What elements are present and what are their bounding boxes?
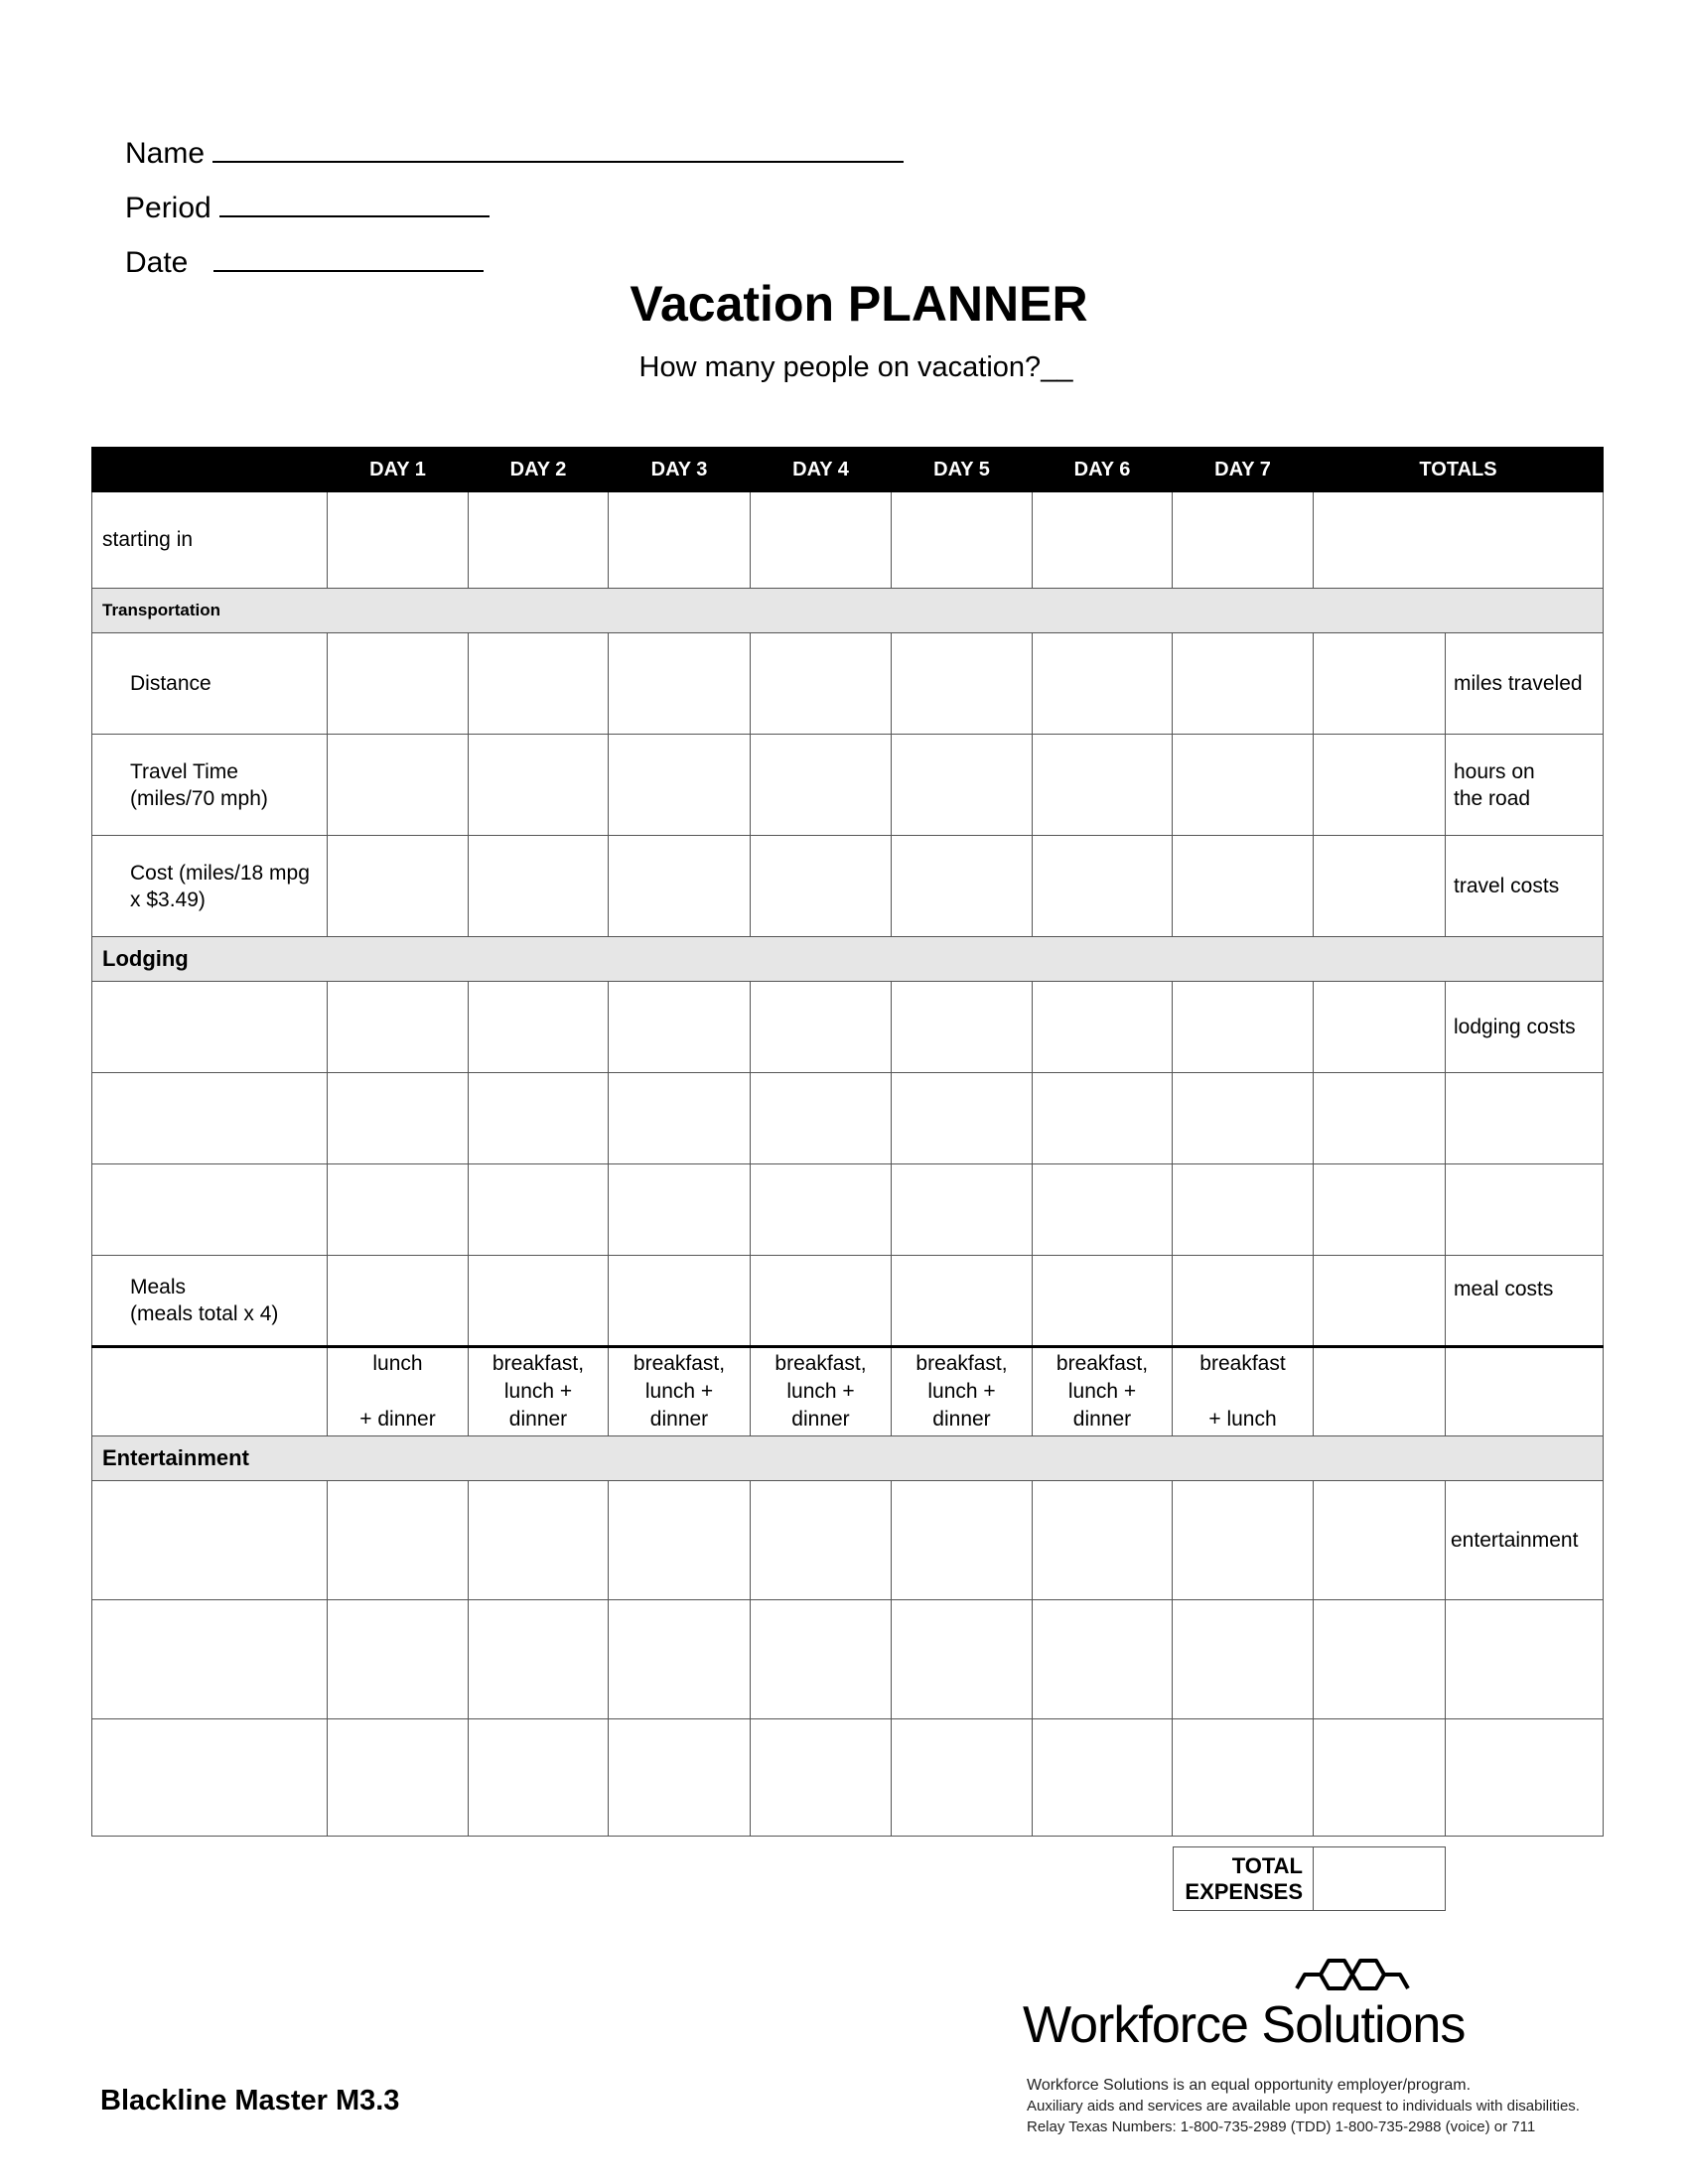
cell[interactable]	[751, 492, 892, 589]
row-label-travel-time: Travel Time (miles/70 mph)	[92, 735, 328, 836]
header-day-3: DAY 3	[609, 448, 751, 492]
header-day-1: DAY 1	[328, 448, 469, 492]
cell[interactable]	[609, 1256, 751, 1347]
cell[interactable]	[1173, 1481, 1314, 1600]
section-transportation	[92, 589, 1604, 633]
cell[interactable]	[469, 1256, 609, 1347]
header-blank	[92, 448, 328, 492]
cell[interactable]	[892, 735, 1033, 836]
row-label-starting-in: starting in	[92, 492, 328, 589]
cell[interactable]	[469, 836, 609, 937]
cell[interactable]	[328, 1073, 469, 1164]
row-lodging-1	[92, 982, 1604, 1073]
cell[interactable]	[1173, 982, 1314, 1073]
footer-note	[1027, 2075, 1580, 2137]
meal-plan-day-6: breakfast, lunch + dinner	[1033, 1347, 1173, 1436]
cell-total[interactable]	[1314, 1719, 1446, 1837]
section-label-lodging: Lodging	[92, 937, 1604, 982]
unit-meal-costs: meal costs	[1446, 1256, 1604, 1347]
meal-plan-day-4: breakfast, lunch + dinner	[751, 1347, 892, 1436]
period-blank[interactable]	[219, 186, 490, 217]
row-starting-in	[92, 492, 1604, 589]
cell-total[interactable]	[1314, 1481, 1446, 1600]
total-expenses-label: TOTAL EXPENSES	[1174, 1847, 1314, 1911]
cell-total[interactable]	[1314, 1347, 1446, 1436]
cell[interactable]	[609, 1481, 751, 1600]
cell[interactable]	[892, 1073, 1033, 1164]
row-travel-time	[92, 735, 1604, 836]
header-day-5: DAY 5	[892, 448, 1033, 492]
meal-plan-day-3: breakfast, lunch + dinner	[609, 1347, 751, 1436]
row-label-distance: Distance	[92, 633, 328, 735]
footer-note-line-2: Auxiliary aids and services are available upon request to individuals with disabilities.	[1027, 2098, 1580, 2115]
cell[interactable]	[892, 836, 1033, 937]
cell[interactable]	[609, 982, 751, 1073]
cell[interactable]	[469, 1719, 609, 1837]
cell[interactable]	[1033, 633, 1173, 735]
cell[interactable]	[892, 633, 1033, 735]
header-day-7: DAY 7	[1173, 448, 1314, 492]
cell[interactable]	[328, 1719, 469, 1837]
period-label: Period	[125, 192, 211, 224]
cell[interactable]	[1173, 836, 1314, 937]
cell[interactable]	[751, 1073, 892, 1164]
cell[interactable]	[892, 1481, 1033, 1600]
cell[interactable]	[892, 1256, 1033, 1347]
unit-miles-traveled: miles traveled	[1446, 633, 1604, 735]
cell[interactable]	[609, 492, 751, 589]
row-meal-plan	[92, 1347, 1604, 1436]
cell[interactable]	[1033, 1164, 1173, 1256]
cell[interactable]	[609, 735, 751, 836]
cell[interactable]	[1033, 1481, 1173, 1600]
cell-unit	[1446, 1719, 1604, 1837]
cell[interactable]	[1173, 633, 1314, 735]
cell[interactable]	[328, 633, 469, 735]
footer-note-line-1: Workforce Solutions is an equal opportunity employer/program.	[1027, 2077, 1472, 2094]
cell[interactable]	[1033, 492, 1173, 589]
cell-label	[92, 1347, 328, 1436]
cell-total[interactable]	[1314, 836, 1446, 937]
cell-total[interactable]	[1314, 1164, 1446, 1256]
cell[interactable]	[469, 492, 609, 589]
cell[interactable]	[469, 735, 609, 836]
header-row	[92, 448, 1604, 492]
section-label-transportation: Transportation	[92, 589, 1604, 633]
footer-note-line-3: Relay Texas Numbers: 1-800-735-2989 (TDD) 1-800-735-2988 (voice) or 711	[1027, 2118, 1536, 2135]
cell[interactable]	[1033, 1719, 1173, 1837]
row-label-cost: Cost (miles/18 mpg x $3.49)	[92, 836, 328, 937]
cell[interactable]	[328, 1164, 469, 1256]
cell[interactable]	[751, 982, 892, 1073]
cell-total[interactable]	[1314, 735, 1446, 836]
cell[interactable]	[1033, 836, 1173, 937]
cell[interactable]	[751, 1164, 892, 1256]
cell[interactable]	[1173, 1600, 1314, 1719]
cell[interactable]	[609, 1719, 751, 1837]
row-lodging-2	[92, 1073, 1604, 1164]
people-question: How many people on vacation?__	[638, 351, 1073, 383]
unit-entertainment: entertainment	[1446, 1481, 1604, 1600]
cell[interactable]	[609, 1164, 751, 1256]
cell[interactable]	[328, 836, 469, 937]
cell[interactable]	[1173, 1719, 1314, 1837]
cell-unit	[1446, 1600, 1604, 1719]
cell[interactable]	[751, 633, 892, 735]
cell[interactable]	[751, 1481, 892, 1600]
cell-total[interactable]	[1314, 1256, 1446, 1347]
section-label-entertainment: Entertainment	[92, 1436, 1604, 1481]
workforce-solutions-logo: Workforce Solutions	[1023, 1996, 1466, 2054]
cell[interactable]	[328, 1481, 469, 1600]
cell[interactable]	[751, 1600, 892, 1719]
cell[interactable]	[892, 982, 1033, 1073]
header-day-2: DAY 2	[469, 448, 609, 492]
header-day-4: DAY 4	[751, 448, 892, 492]
meal-plan-day-5: breakfast, lunch + dinner	[892, 1347, 1033, 1436]
cell[interactable]	[1173, 1073, 1314, 1164]
cell[interactable]	[892, 1719, 1033, 1837]
cell[interactable]	[1173, 1256, 1314, 1347]
cell-total[interactable]	[1314, 633, 1446, 735]
date-label: Date	[125, 246, 189, 279]
cell-total[interactable]	[1314, 492, 1604, 589]
cell-total[interactable]	[1314, 1600, 1446, 1719]
meal-plan-day-1: lunch + dinner	[328, 1347, 469, 1436]
cell-label[interactable]	[92, 982, 328, 1073]
header-totals: TOTALS	[1314, 448, 1604, 492]
name-blank[interactable]	[212, 131, 904, 163]
meal-plan-day-7: breakfast + lunch	[1173, 1347, 1314, 1436]
page-title: Vacation PLANNER	[630, 276, 1088, 332]
cell-total[interactable]	[1314, 982, 1446, 1073]
cell[interactable]	[1033, 1073, 1173, 1164]
cell[interactable]	[469, 1600, 609, 1719]
date-blank[interactable]	[213, 240, 484, 272]
cell[interactable]	[609, 1600, 751, 1719]
cell[interactable]	[328, 1600, 469, 1719]
cell[interactable]	[328, 1256, 469, 1347]
cell[interactable]	[1033, 982, 1173, 1073]
vacation-planner-table	[91, 447, 1604, 1837]
cell[interactable]	[751, 735, 892, 836]
cell-total[interactable]	[1314, 1073, 1446, 1164]
unit-travel-costs: travel costs	[1446, 836, 1604, 937]
row-entertainment-3	[92, 1719, 1604, 1837]
unit-lodging-costs: lodging costs	[1446, 982, 1604, 1073]
cell[interactable]	[1033, 1600, 1173, 1719]
cell[interactable]	[1173, 1164, 1314, 1256]
cell-unit	[1446, 1347, 1604, 1436]
header-day-6: DAY 6	[1033, 448, 1173, 492]
row-meals	[92, 1256, 1604, 1347]
cell-label[interactable]	[92, 1073, 328, 1164]
section-lodging	[92, 937, 1604, 982]
meal-plan-day-2: breakfast, lunch + dinner	[469, 1347, 609, 1436]
cell[interactable]	[609, 633, 751, 735]
cell-label[interactable]	[92, 1481, 328, 1600]
cell-unit	[1446, 1164, 1604, 1256]
row-label-meals: Meals (meals total x 4)	[92, 1256, 328, 1347]
row-lodging-3	[92, 1164, 1604, 1256]
cell[interactable]	[609, 836, 751, 937]
cell[interactable]	[328, 735, 469, 836]
cell[interactable]	[751, 1256, 892, 1347]
cell[interactable]	[1033, 1256, 1173, 1347]
cell[interactable]	[469, 1073, 609, 1164]
cell[interactable]	[469, 982, 609, 1073]
cell[interactable]	[1033, 735, 1173, 836]
blackline-master-label: Blackline Master M3.3	[100, 2085, 400, 2116]
cell[interactable]	[892, 1164, 1033, 1256]
cell[interactable]	[892, 492, 1033, 589]
row-cost	[92, 836, 1604, 937]
period-field[interactable]	[125, 186, 490, 226]
cell-label[interactable]	[92, 1719, 328, 1837]
row-entertainment-1	[92, 1481, 1604, 1600]
row-distance	[92, 633, 1604, 735]
cell[interactable]	[1173, 735, 1314, 836]
cell[interactable]	[1173, 492, 1314, 589]
unit-hours-on-road: hours on the road	[1446, 735, 1604, 836]
cell-label[interactable]	[92, 1600, 328, 1719]
cell[interactable]	[328, 492, 469, 589]
total-expenses-box	[1173, 1846, 1446, 1911]
cell[interactable]	[892, 1600, 1033, 1719]
name-label: Name	[125, 137, 206, 170]
cell[interactable]	[751, 1719, 892, 1837]
section-entertainment	[92, 1436, 1604, 1481]
cell-label[interactable]	[92, 1164, 328, 1256]
cell[interactable]	[469, 633, 609, 735]
cell[interactable]	[469, 1481, 609, 1600]
cell[interactable]	[328, 982, 469, 1073]
cell[interactable]	[751, 836, 892, 937]
cell[interactable]	[609, 1073, 751, 1164]
cell[interactable]	[469, 1164, 609, 1256]
cell-unit	[1446, 1073, 1604, 1164]
row-entertainment-2	[92, 1600, 1604, 1719]
total-expenses-cell[interactable]	[1314, 1847, 1446, 1911]
name-field[interactable]	[125, 131, 904, 172]
